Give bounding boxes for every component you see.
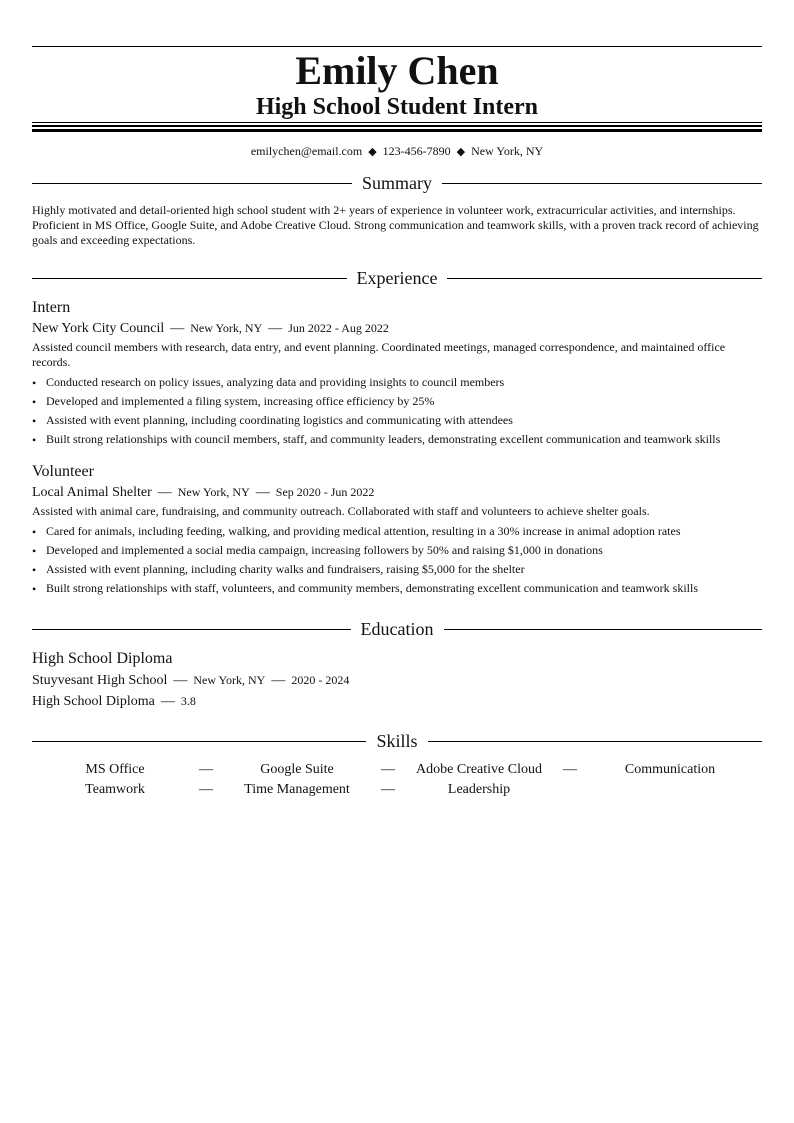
bullet-icon: •: [32, 433, 37, 447]
summary-text: Highly motivated and detail-oriented high school student with 2+ years of experience in volunteer work, extracurricular activities, and internships. Proficient in MS Office, Google Suite, and Adobe Creative Cloud. Strong communication and teamwork skills, with a proven track record of achieving goals and exceeding expectations.: [32, 203, 759, 247]
section-rule-left: [32, 183, 352, 184]
bullet-icon: •: [32, 563, 37, 577]
bullet-text: Built strong relationships with staff, volunteers, and community members, demonstrating excellent communication and teamwork skills: [46, 581, 698, 595]
education-degree: High School Diploma: [32, 650, 173, 667]
education-meta: [32, 670, 762, 691]
section-rule-right: [442, 183, 762, 184]
skill-item: Communication: [624, 762, 716, 777]
job-description: Assisted with animal care, fundraising, and community outreach. Collaborated with staff and volunteers to achieve shelter goals.: [32, 504, 650, 518]
contact-email: emilychen@email.com: [250, 144, 363, 158]
bullet-text: Developed and implemented a filing system, increasing office efficiency by 25%: [46, 394, 435, 408]
job-title: Volunteer: [32, 463, 94, 480]
section-rule-right: [447, 278, 762, 279]
list-item: [32, 430, 762, 449]
skill-item: MS Office: [85, 762, 145, 777]
experience-entry-volunteer: [32, 462, 762, 598]
education-school: Stuyvesant High School: [32, 673, 168, 688]
skills-section-header: [32, 729, 762, 753]
contact-phone: 123-456-7890: [382, 144, 451, 158]
list-item: [32, 579, 762, 598]
education-location: New York, NY: [193, 673, 266, 687]
diamond-separator-icon: ◆: [368, 146, 377, 158]
skill-separator: —: [563, 762, 577, 777]
em-dash-separator: —: [157, 485, 172, 500]
education-gpa-line: [32, 691, 762, 712]
bullet-text: Cared for animals, including feeding, walking, and providing medical attention, resulting in a 30% increase in animal adoption rates: [46, 524, 681, 538]
section-rule-right: [444, 629, 763, 630]
skill-spacer: [578, 780, 762, 800]
em-dash-separator: —: [271, 673, 286, 688]
section-rule-left: [32, 278, 347, 279]
job-dates: Sep 2020 - Jun 2022: [275, 485, 375, 499]
candidate-headline: High School Student Intern: [255, 94, 539, 120]
bullet-text: Built strong relationships with council members, staff, and community leaders, demonstrating excellent communication and teamwork skills: [46, 432, 721, 446]
skill-item: Adobe Creative Cloud: [416, 762, 542, 777]
bullet-icon: •: [32, 582, 37, 596]
skill-item: Teamwork: [85, 782, 145, 797]
bullet-icon: •: [32, 376, 37, 390]
header-rule-thin: [32, 122, 762, 123]
bullet-text: Assisted with event planning, including coordinating logistics and communicating with attendees: [46, 413, 513, 427]
section-rule-left: [32, 741, 366, 742]
summary-section-header: [32, 171, 762, 195]
list-item: [32, 522, 762, 541]
summary-section-title: Summary: [362, 173, 432, 193]
list-item: [32, 392, 762, 411]
education-gpa: 3.8: [180, 694, 196, 708]
skill-separator: —: [199, 762, 213, 777]
job-description: Assisted council members with research, data entry, and event planning. Coordinated meetings, managed correspondence, and maintained office records.: [32, 340, 726, 369]
job-title: Intern: [32, 299, 71, 316]
education-degree-repeat: High School Diploma: [32, 694, 155, 709]
bullet-text: Developed and implemented a social media campaign, increasing followers by 50% and raising $1,000 in donations: [46, 543, 603, 557]
bullet-icon: •: [32, 395, 37, 409]
skill-item: Leadership: [447, 782, 511, 797]
experience-entry-intern: [32, 298, 762, 449]
skills-grid: [32, 760, 762, 800]
section-rule-left: [32, 629, 351, 630]
em-dash-separator: —: [170, 321, 185, 336]
em-dash-separator: —: [268, 321, 283, 336]
job-dates: Jun 2022 - Aug 2022: [288, 321, 389, 335]
header-rule-thick: [32, 129, 762, 132]
education-section-header: [32, 617, 762, 641]
education-section-title: Education: [360, 619, 434, 639]
bullet-icon: •: [32, 525, 37, 539]
bullet-icon: •: [32, 414, 37, 428]
job-location: New York, NY: [190, 321, 263, 335]
contact-location: New York, NY: [471, 144, 544, 158]
em-dash-separator: —: [255, 485, 270, 500]
list-item: [32, 411, 762, 430]
job-bullets: [32, 373, 762, 449]
skill-item: Time Management: [244, 782, 350, 797]
job-meta: [32, 483, 762, 502]
bullet-text: Assisted with event planning, including charity walks and fundraisers, raising $5,000 for the shelter: [46, 562, 525, 576]
skill-item: Google Suite: [260, 762, 334, 777]
contact-line: [32, 143, 762, 160]
job-organization: New York City Council: [32, 321, 165, 336]
candidate-name: Emily Chen: [295, 48, 499, 93]
list-item: [32, 373, 762, 392]
job-organization: Local Animal Shelter: [32, 485, 152, 500]
education-entry: [32, 649, 762, 712]
list-item: [32, 560, 762, 579]
job-meta: [32, 319, 762, 338]
bullet-icon: •: [32, 544, 37, 558]
job-location: New York, NY: [177, 485, 250, 499]
bullet-text: Conducted research on policy issues, analyzing data and providing insights to council members: [46, 375, 505, 389]
em-dash-separator: —: [160, 694, 175, 709]
diamond-separator-icon: ◆: [456, 146, 466, 158]
job-bullets: [32, 522, 762, 598]
skill-separator: —: [199, 782, 213, 797]
skills-section-title: Skills: [376, 731, 418, 751]
section-rule-right: [428, 741, 762, 742]
skill-spacer: [562, 780, 578, 800]
skill-separator: —: [381, 762, 395, 777]
header-rule-medium: [32, 125, 762, 127]
experience-section-title: Experience: [356, 268, 438, 288]
list-item: [32, 541, 762, 560]
skill-separator: —: [381, 782, 395, 797]
top-rule: [32, 46, 762, 47]
experience-section-header: [32, 266, 762, 290]
education-years: 2020 - 2024: [291, 673, 350, 687]
em-dash-separator: —: [173, 673, 188, 688]
